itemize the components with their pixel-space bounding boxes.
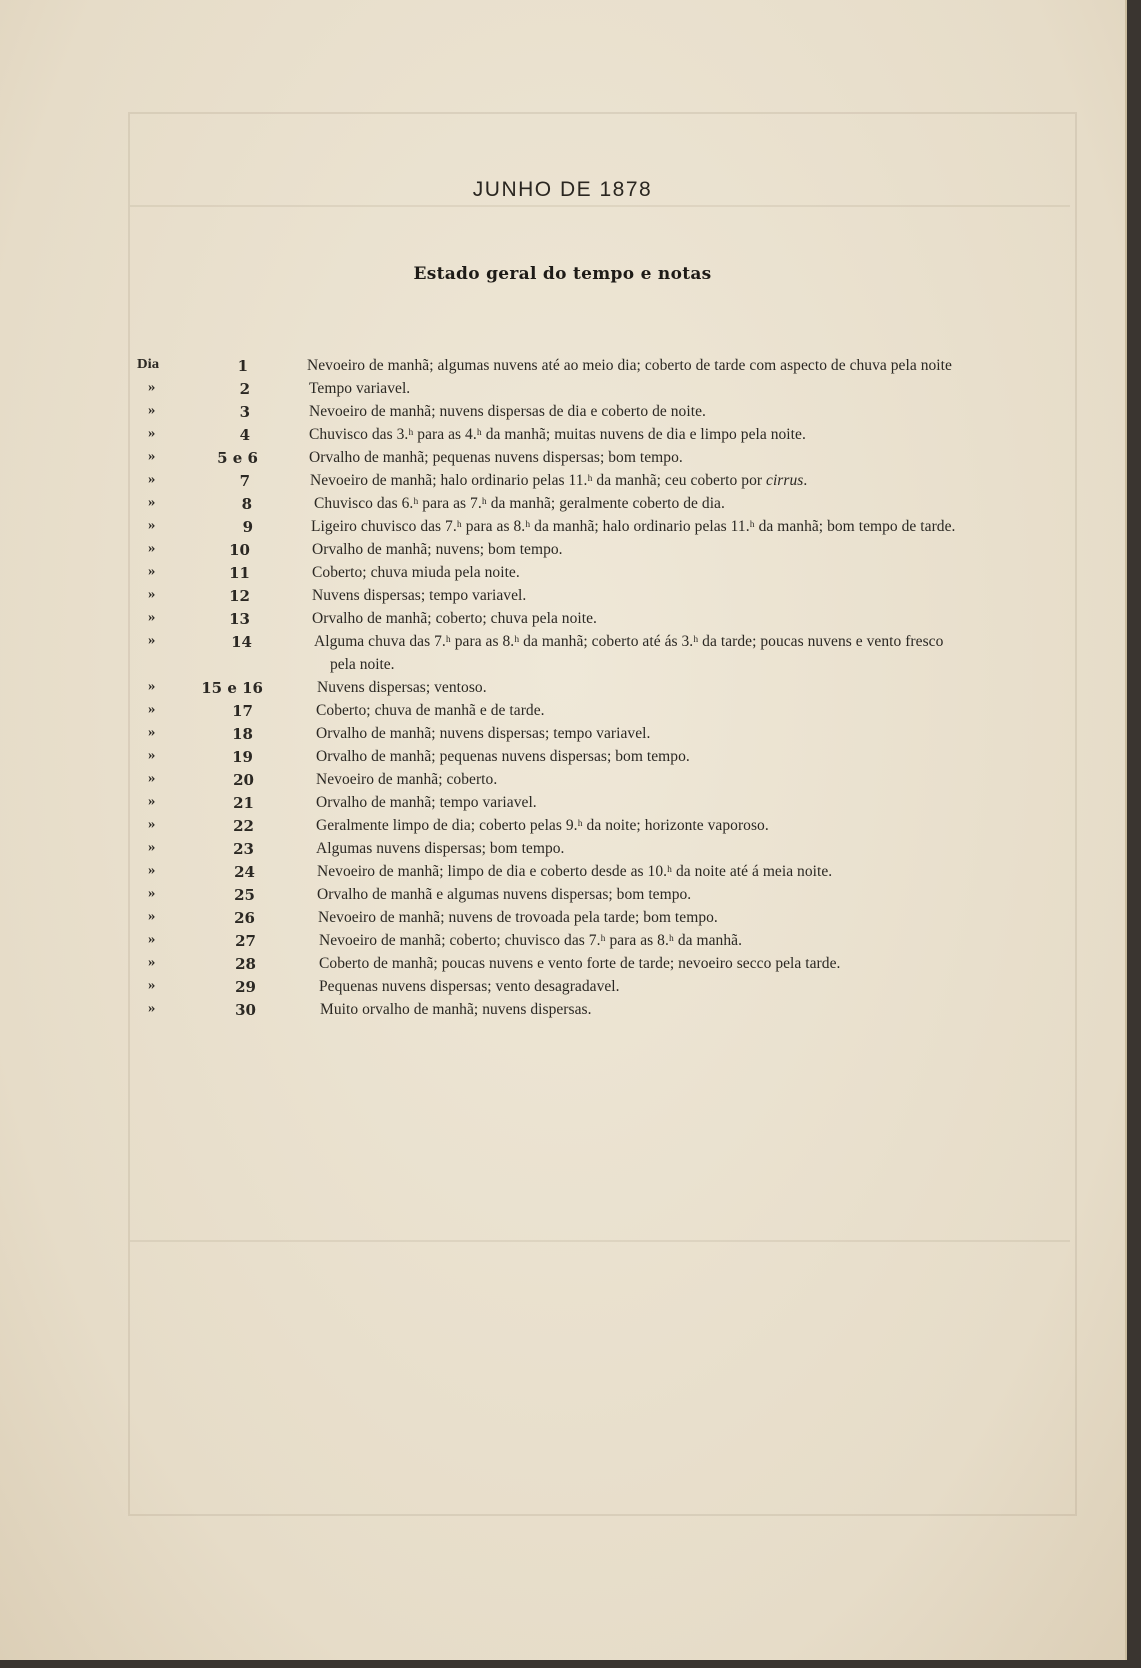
day-number: 4 <box>239 426 250 444</box>
ditto-mark: » <box>148 702 156 717</box>
day-number: 2 <box>239 380 250 398</box>
weather-note: Nuvens dispersas; ventoso. <box>317 679 487 696</box>
ditto-mark: » <box>148 863 156 878</box>
table-row <box>0 564 1125 586</box>
ditto-mark: » <box>148 518 156 533</box>
table-row <box>0 587 1125 609</box>
table-row <box>0 863 1125 885</box>
ditto-mark: » <box>148 840 156 855</box>
day-number: 9 <box>242 518 253 536</box>
day-label: Dia <box>137 357 160 372</box>
day-number: 27 <box>235 932 256 950</box>
weather-note: Orvalho de manhã; pequenas nuvens dispersas; bom tempo. <box>316 748 690 765</box>
day-number: 10 <box>229 541 250 559</box>
day-number: 17 <box>232 702 253 720</box>
ditto-mark: » <box>148 587 156 602</box>
day-number: 24 <box>234 863 255 881</box>
weather-note: Orvalho de manhã; coberto; chuva pela noite. <box>312 610 597 627</box>
table-row <box>0 357 1125 379</box>
weather-note: Ligeiro chuvisco das 7.ʰ para as 8.ʰ da manhã; halo ordinario pelas 11.ʰ da manhã; bom tempo de tarde. <box>311 518 956 535</box>
table-row <box>0 978 1125 1000</box>
table-row <box>0 771 1125 793</box>
day-number: 15 e 16 <box>201 679 263 697</box>
weather-note: Orvalho de manhã; nuvens; bom tempo. <box>312 541 563 558</box>
ditto-mark: » <box>148 932 156 947</box>
table-row <box>0 633 1125 655</box>
ditto-mark: » <box>148 955 156 970</box>
table-row <box>0 610 1125 632</box>
weather-note: Algumas nuvens dispersas; bom tempo. <box>316 840 565 857</box>
ditto-mark: » <box>148 748 156 763</box>
ditto-mark: » <box>148 633 156 648</box>
ditto-mark: » <box>148 725 156 740</box>
table-row <box>0 679 1125 701</box>
day-number: 12 <box>229 587 250 605</box>
weather-note: Nuvens dispersas; tempo variavel. <box>312 587 527 604</box>
weather-note: Nevoeiro de manhã; nuvens de trovoada pela tarde; bom tempo. <box>318 909 718 926</box>
ditto-mark: » <box>148 541 156 556</box>
weather-note: Coberto; chuva de manhã e de tarde. <box>316 702 545 719</box>
table-row <box>0 702 1125 724</box>
weather-note: Nevoeiro de manhã; nuvens dispersas de dia e coberto de noite. <box>309 403 706 420</box>
table-row <box>0 1001 1125 1023</box>
day-number: 3 <box>239 403 250 421</box>
weather-note-continuation: pela noite. <box>330 656 395 673</box>
weather-note: Coberto; chuva miuda pela noite. <box>312 564 520 581</box>
weather-note: Nevoeiro de manhã; algumas nuvens até ao meio dia; coberto de tarde com aspecto de chuva pela noite <box>307 357 952 374</box>
section-heading: Estado geral do tempo e notas <box>413 264 712 284</box>
weather-note: Nevoeiro de manhã; halo ordinario pelas 11.ʰ da manhã; ceu coberto por cirrus. <box>310 472 808 489</box>
day-number: 8 <box>241 495 252 513</box>
weather-note: Coberto de manhã; poucas nuvens e vento forte de tarde; nevoeiro secco pela tarde. <box>319 955 841 972</box>
ditto-mark: » <box>148 564 156 579</box>
ditto-mark: » <box>148 679 156 694</box>
table-row <box>0 403 1125 425</box>
day-number: 28 <box>235 955 256 973</box>
day-number: 22 <box>233 817 254 835</box>
day-number: 19 <box>232 748 253 766</box>
weather-note: Alguma chuva das 7.ʰ para as 8.ʰ da manhã; coberto até ás 3.ʰ da tarde; poucas nuvens e vento fresco <box>314 633 944 650</box>
weather-note: Tempo variavel. <box>309 380 411 397</box>
ditto-mark: » <box>148 1001 156 1016</box>
day-number: 26 <box>234 909 255 927</box>
weather-note: Orvalho de manhã; nuvens dispersas; tempo variavel. <box>316 725 651 742</box>
day-number: 23 <box>233 840 254 858</box>
weather-note: Orvalho de manhã; tempo variavel. <box>316 794 537 811</box>
table-row <box>0 472 1125 494</box>
day-number: 21 <box>233 794 254 812</box>
ditto-mark: » <box>148 794 156 809</box>
weather-note: Muito orvalho de manhã; nuvens dispersas. <box>320 1001 592 1018</box>
table-row <box>0 426 1125 448</box>
table-row <box>0 794 1125 816</box>
show-through-rule <box>130 1240 1070 1242</box>
ditto-mark: » <box>148 909 156 924</box>
table-row <box>0 748 1125 770</box>
weather-note: Nevoeiro de manhã; limpo de dia e coberto desde as 10.ʰ da noite até á meia noite. <box>317 863 833 880</box>
table-row <box>0 495 1125 517</box>
table-row <box>0 886 1125 908</box>
ditto-mark: » <box>148 771 156 786</box>
table-row <box>0 380 1125 402</box>
weather-note: Orvalho de manhã; pequenas nuvens dispersas; bom tempo. <box>309 449 683 466</box>
day-number: 5 e 6 <box>217 449 258 467</box>
table-row <box>0 840 1125 862</box>
table-row <box>0 817 1125 839</box>
table-row <box>0 518 1125 540</box>
ditto-mark: » <box>148 449 156 464</box>
ditto-mark: » <box>148 495 156 510</box>
ditto-mark: » <box>148 610 156 625</box>
ditto-mark: » <box>148 817 156 832</box>
day-number: 13 <box>229 610 250 628</box>
table-row <box>0 449 1125 471</box>
ditto-mark: » <box>148 426 156 441</box>
weather-note: Chuvisco das 6.ʰ para as 7.ʰ da manhã; geralmente coberto de dia. <box>314 495 725 512</box>
ditto-mark: » <box>148 886 156 901</box>
day-number: 11 <box>229 564 250 582</box>
day-number: 30 <box>235 1001 256 1019</box>
ditto-mark: » <box>148 380 156 395</box>
page-title: JUNHO DE 1878 <box>472 178 653 201</box>
day-number: 18 <box>232 725 253 743</box>
ditto-mark: » <box>148 472 156 487</box>
weather-note: Orvalho de manhã e algumas nuvens dispersas; bom tempo. <box>317 886 692 903</box>
show-through-rule <box>130 205 1070 207</box>
weather-note: Nevoeiro de manhã; coberto; chuvisco das 7.ʰ para as 8.ʰ da manhã. <box>319 932 743 949</box>
day-number: 25 <box>234 886 255 904</box>
day-number: 1 <box>237 357 248 375</box>
table-row <box>0 725 1125 747</box>
day-number: 14 <box>231 633 252 651</box>
ditto-mark: » <box>148 978 156 993</box>
day-number: 7 <box>239 472 250 490</box>
weather-note: Geralmente limpo de dia; coberto pelas 9.ʰ da noite; horizonte vaporoso. <box>316 817 769 834</box>
ditto-mark: » <box>148 403 156 418</box>
table-row <box>0 541 1125 563</box>
weather-note: Pequenas nuvens dispersas; vento desagradavel. <box>319 978 620 995</box>
weather-note: Nevoeiro de manhã; coberto. <box>316 771 498 788</box>
day-number: 29 <box>235 978 256 996</box>
weather-note: Chuvisco das 3.ʰ para as 4.ʰ da manhã; muitas nuvens de dia e limpo pela noite. <box>309 426 806 443</box>
table-row <box>0 909 1125 931</box>
table-row <box>0 932 1125 954</box>
day-number: 20 <box>233 771 254 789</box>
table-row <box>0 955 1125 977</box>
